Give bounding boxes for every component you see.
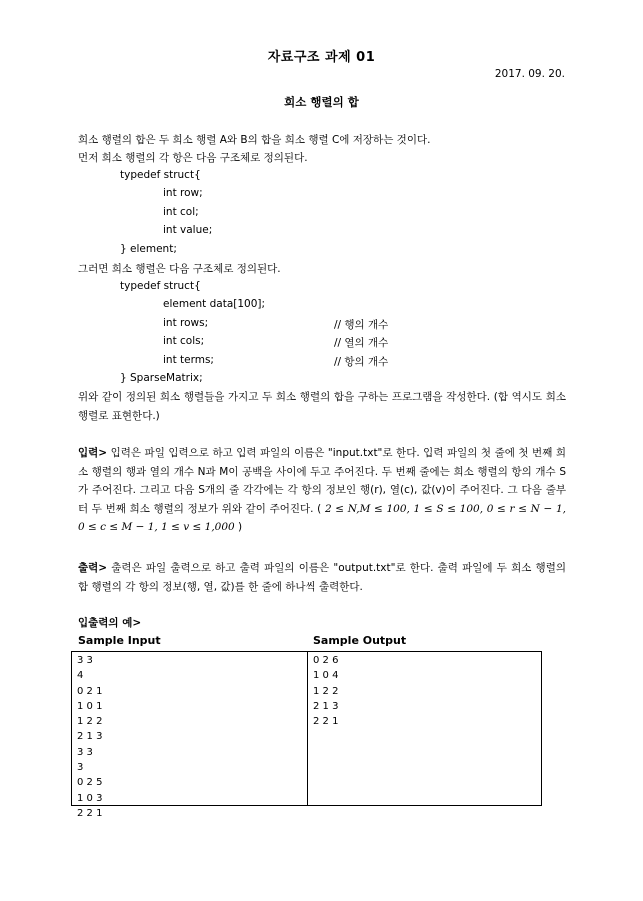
code-typedef-open: typedef struct{ [120, 169, 201, 181]
sample-output-line: 1 2 2 [313, 685, 339, 697]
sample-io-table [71, 651, 542, 819]
task-paragraph: 위와 같이 정의된 희소 행렬들을 가지고 두 희소 행렬의 합을 구하는 프로그램을 작성한다. (합 역시도 희소행렬로 표현한다.) [78, 391, 566, 422]
sample-input-line: 2 1 3 [77, 731, 103, 743]
output-paragraph [78, 559, 566, 596]
column-divider [307, 652, 308, 805]
code-field: int col; [163, 206, 199, 218]
output-label: 출력> [78, 562, 108, 574]
sample-input-line: 1 0 3 [77, 792, 103, 804]
sample-input-line: 4 [77, 670, 84, 682]
input-text: 입력은 파일 입력으로 하고 입력 파일의 이름은 "input.txt"로 한다. 입력 파일의 첫 줄에 첫 번째 희소 행렬의 행과 열의 개수 N과 M이 공백을 사이에 두고 주어진다. 두 번째 줄에는 희소 행렬의 항의 개수 S가 주어진다. 그리고 다음 S개의 줄 각각에는 각 항의 정보인 행(r), 열(c), 값(v)이 주어진다. 그 다음 줄부터 두 번째 희소 행렬의 정보가 위와 같이 주어진다. ( [78, 447, 566, 515]
intro-line-2: 먼저 희소 행렬의 각 항은 다음 구조체로 정의된다. [78, 152, 308, 164]
sample-input-box [77, 653, 102, 821]
sample-output-line: 2 1 3 [313, 700, 339, 712]
code-comment: // 행의 개수 [334, 319, 389, 331]
code-typedef-open: typedef struct{ [120, 280, 201, 292]
input-constraints: 2 ≤ N,M ≤ 100, 1 ≤ S ≤ 100, 0 ≤ r ≤ N − 1, 0 ≤ c ≤ M − 1, 1 ≤ v ≤ 1,000 [78, 502, 567, 533]
sample-input-line: 1 2 2 [77, 716, 103, 728]
sample-input-line: 1 0 1 [77, 700, 103, 712]
code-field: int value; [163, 224, 213, 236]
example-heading: 입출력의 예> [78, 617, 142, 629]
code-comment: // 항의 개수 [334, 356, 389, 368]
then-line: 그러면 희소 행렬은 다음 구조체로 정의된다. [78, 263, 281, 275]
sample-output-line: 0 2 6 [313, 655, 339, 666]
input-close: ) [234, 521, 243, 533]
sample-output-line: 1 0 4 [313, 670, 339, 682]
section-title: 희소 행렬의 합 [284, 95, 359, 109]
output-text: 출력은 파일 출력으로 하고 출력 파일의 이름은 "output.txt"로 한다. 출력 파일에 두 희소 행렬의 합 행렬의 각 항의 정보(행, 열, 값)를 한 줄에 하나씩 출력한다. [78, 562, 566, 593]
sample-input-line: 3 [77, 762, 84, 774]
input-label: 입력> [78, 447, 108, 459]
sample-output-title: Sample Output [313, 634, 407, 647]
sample-input-line: 0 2 5 [77, 777, 103, 789]
code-field: int cols; [163, 335, 205, 347]
sample-input-line: 2 2 1 [77, 807, 103, 819]
sample-input-line: 0 2 1 [77, 685, 103, 697]
sample-input-line: 3 3 [77, 746, 93, 758]
code-typedef-close: } element; [120, 243, 177, 255]
code-field: int rows; [163, 317, 209, 329]
code-comment: // 열의 개수 [334, 337, 389, 349]
sample-output-line: 2 2 1 [313, 716, 339, 728]
input-paragraph [78, 444, 566, 537]
document-title: 자료구조 과제 01 [267, 50, 376, 65]
code-field: int row; [163, 187, 203, 199]
code-field: int terms; [163, 354, 214, 366]
document-date: 2017. 09. 20. [494, 68, 565, 80]
code-field: element data[100]; [163, 298, 266, 310]
intro-line-1: 희소 행렬의 합은 두 희소 행렬 A와 B의 합을 희소 행렬 C에 저장하는 것이다. [78, 134, 431, 146]
code-typedef-close: } SparseMatrix; [120, 372, 203, 384]
sample-input-line: 3 3 [77, 655, 93, 666]
sample-output-box [313, 653, 338, 729]
sample-input-title: Sample Input [78, 634, 161, 647]
